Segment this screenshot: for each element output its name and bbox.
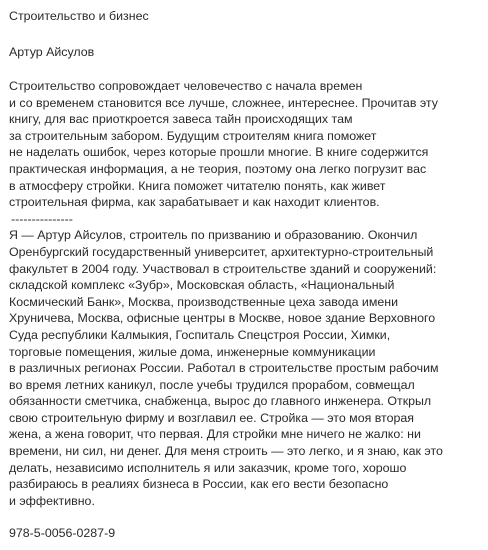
bio-line: времени, ни сил, ни денег. Для меня строить — это легко, и я знаю, как это	[9, 444, 443, 459]
bio-line: Я — Артур Айсулов, строитель по призванию и образованию. Окончил	[9, 228, 418, 243]
description-line: за строительным забором. Будущим строителям книга поможет	[9, 128, 377, 143]
bio-line: во время летних каникул, после учебы трудился прорабом, совмещал	[9, 377, 415, 392]
bio-line: жена, а жена говорит, что первая. Для стройки мне ничего не жалко: ни	[9, 427, 421, 442]
bio-line: в различных регионах России. Работал в строительстве простым рабочим	[9, 361, 439, 376]
bio-line: обязанности сметчика, снабженца, вырос до главного инженера. Открыл	[9, 394, 432, 409]
author-bio	[9, 227, 485, 509]
bio-line: Оренбургский государственный университет, архитектурно-строительный	[9, 244, 434, 259]
description-line: строительная фирма, как зарабатывает и как находит клиентов.	[9, 195, 380, 210]
book-author: Артур Айсулов	[9, 45, 95, 59]
description-line: Строительство сопровождает человечество с начала времен	[9, 79, 363, 93]
bio-line: складской комплекс «Зубр», Московская область, «Национальный	[9, 278, 395, 293]
description-line: книгу, для вас приоткроется завеса тайн происходящих там	[9, 112, 353, 127]
bio-line: факультет в 2004 году. Участвовал в строительстве зданий и сооружений:	[9, 261, 437, 276]
bio-line: Суда республики Калмыкия, Госпиталь Спецстроя России, Химки,	[9, 327, 391, 342]
description-line: и со временем становится все лучше, сложнее, интереснее. Прочитав эту	[9, 95, 438, 110]
book-title: Строительство и бизнес	[9, 9, 149, 23]
section-divider: ---------------	[11, 211, 73, 226]
bio-line: Космический Банк», Москва, производственные цеха завода имени	[9, 294, 399, 309]
bio-line: разбираюсь в реалиях бизнеса в России, как его вести безопасно	[9, 477, 389, 492]
bio-line: и эффективно.	[9, 493, 95, 508]
bio-line: делать, независимо исполнитель я или заказчик, кроме того, хорошо	[9, 460, 407, 475]
bio-line: свою строительную фирму и возглавил ее. Стройка — это моя вторая	[9, 410, 414, 425]
description-line: практическая информация, а не теория, поэтому она легко погрузит вас	[9, 161, 427, 176]
document	[9, 8, 485, 542]
bio-line: Хруничева, Москва, офисные центры в Москве, новое здание Верховного	[9, 311, 436, 326]
book-description	[9, 78, 485, 211]
isbn: 978-5-0056-0287-9	[9, 526, 116, 541]
description-line: в атмосферу стройки. Книга поможет читателю понять, как живет	[9, 178, 386, 193]
description-line: не наделать ошибок, через которые прошли многие. В книге содержится	[9, 145, 429, 160]
bio-line: торговые помещения, жилые дома, инженерные коммуникации	[9, 344, 376, 359]
